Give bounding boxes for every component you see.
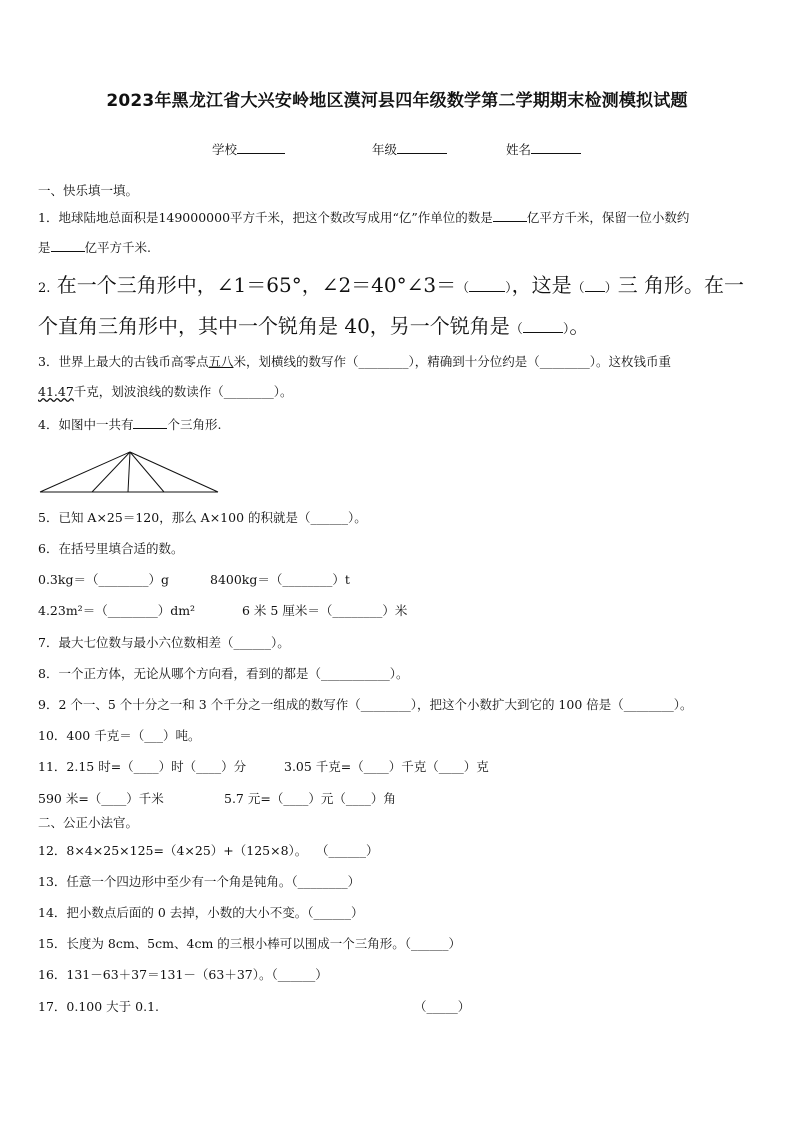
q17-answer-paren[interactable]: （_____）: [414, 999, 471, 1014]
q11-row-1b: 3.05 千克=（____）千克（____）克: [284, 759, 489, 774]
q2-number: 2.: [38, 281, 51, 296]
triangle-figure-svg: [38, 450, 223, 498]
question-14: 14．把小数点后面的 0 去掉，小数的大小不变。（______）: [38, 905, 364, 920]
question-15: 15．长度为 8cm、5cm、4cm 的三根小棒可以围成一个三角形。（______）: [38, 936, 462, 951]
triangle-figure: [38, 450, 223, 502]
q2-blank-3[interactable]: [523, 316, 563, 333]
grade-label: 年级: [372, 142, 398, 157]
q2-blank-1[interactable]: [469, 275, 505, 292]
question-5: 5．已知 A×25＝120，那么 A×100 的积就是（______）。: [38, 510, 367, 525]
q3-text-c: 千克，划波浪线的数读作（________）。: [73, 384, 293, 399]
question-17: 17．0.100 大于 0.1.: [38, 999, 159, 1014]
q11-row-1a: 11．2.15 时=（____）时（____）分: [38, 759, 247, 774]
name-label: 姓名: [506, 142, 532, 157]
q1-blank-2[interactable]: [51, 239, 85, 252]
q1-text-c: 是: [38, 240, 51, 255]
school-blank[interactable]: [237, 141, 285, 154]
inner-line-2: [128, 452, 130, 492]
inner-line-1: [92, 452, 130, 492]
question-7: 7．最大七位数与最小六位数相差（______）。: [38, 635, 290, 650]
q6-row-2b: 6 米 5 厘米＝（________）米: [242, 603, 408, 618]
inner-line-3: [130, 452, 164, 492]
q4-blank[interactable]: [133, 416, 167, 429]
question-16: 16．131－63＋37＝131－（63＋37）。（______）: [38, 967, 328, 982]
q4-text-a: 4．如图中一共有: [38, 417, 134, 432]
q2-blank-2[interactable]: [585, 275, 605, 292]
question-10: 10．400 千克＝（___）吨。: [38, 728, 201, 743]
q2-text-e: 。: [569, 314, 590, 338]
q3-wavy-underlined: 41.47: [38, 384, 74, 399]
left-side: [40, 452, 130, 492]
question-2-line-2: 个直角三角形中，其中一个锐角是 40，另一个锐角是（ ）。: [38, 314, 590, 338]
page-title: 2023年黑龙江省大兴安岭地区漠河县四年级数学第二学期期末检测模拟试题: [106, 91, 688, 111]
q1-blank-1[interactable]: [493, 209, 527, 222]
section1-heading: 一、快乐填一填。: [38, 183, 139, 198]
question-3-line-2: [38, 384, 293, 400]
question-9: 9．2 个一、5 个十分之一和 3 个千分之一组成的数写作（________），把这个小数扩大到它的 100 倍是（________）。: [38, 697, 693, 712]
grade-blank[interactable]: [397, 141, 447, 154]
q6-row-2a: 4.23m²＝（________）dm²: [38, 603, 196, 618]
q2-text-d: 个直角三角形中，其中一个锐角是 40，另一个锐角是: [38, 314, 510, 338]
q2-text-a: 在一个三角形中，∠1＝65°，∠2＝40°∠3＝: [56, 273, 457, 297]
q6-row-1a: 0.3kg＝（________）g: [38, 572, 169, 587]
question-8: 8．一个正方体，无论从哪个方向看，看到的都是（___________）。: [38, 666, 409, 681]
question-3-line-1: [38, 354, 671, 370]
question-1-line-2: [38, 239, 151, 256]
q3-underlined: 五八: [208, 354, 234, 369]
q1-text-b: 亿平方千米，保留一位小数约: [526, 210, 690, 225]
question-6: 6．在括号里填合适的数。: [38, 541, 184, 556]
question-4: [38, 416, 221, 433]
section2-heading: 二、公正小法官。: [38, 815, 139, 830]
question-1-line-1: [38, 209, 689, 226]
name-blank[interactable]: [531, 141, 581, 154]
question-13: 13．任意一个四边形中至少有一个角是钝角。（________）: [38, 874, 361, 889]
name-field: [506, 140, 581, 158]
school-field: [212, 140, 285, 158]
question-2-line-1: 2. 在一个三角形中，∠1＝65°，∠2＝40°∠3＝（ ），这是（ ）三 角形。在一: [38, 273, 745, 297]
grade-field: [372, 140, 447, 158]
q4-text-b: 个三角形.: [167, 417, 222, 432]
q11-row-2b: 5.7 元=（____）元（____）角: [224, 791, 396, 806]
q1-text-d: 亿平方千米.: [84, 240, 151, 255]
q2-text-c: 三 角形。在一: [617, 273, 745, 297]
school-label: 学校: [212, 142, 238, 157]
q6-row-1b: 8400kg＝（________）t: [210, 572, 350, 587]
q12-answer-paren[interactable]: （______）: [316, 843, 379, 858]
question-12: 12．8×4×25×125=（4×25）+（125×8）。: [38, 843, 308, 858]
q3-text-b: 米，划横线的数写作（________），精确到十分位约是（________）。这枚钱币重: [233, 354, 671, 369]
right-side: [130, 452, 218, 492]
q3-text-a: 3．世界上最大的古钱币高零点: [38, 354, 209, 369]
q11-row-2a: 590 米=（____）千米: [38, 791, 164, 806]
q2-text-b: ，这是: [511, 273, 572, 297]
q1-text-a: 1．地球陆地总面积是149000000平方千米，把这个数改写成用“亿”作单位的数是: [38, 210, 493, 225]
